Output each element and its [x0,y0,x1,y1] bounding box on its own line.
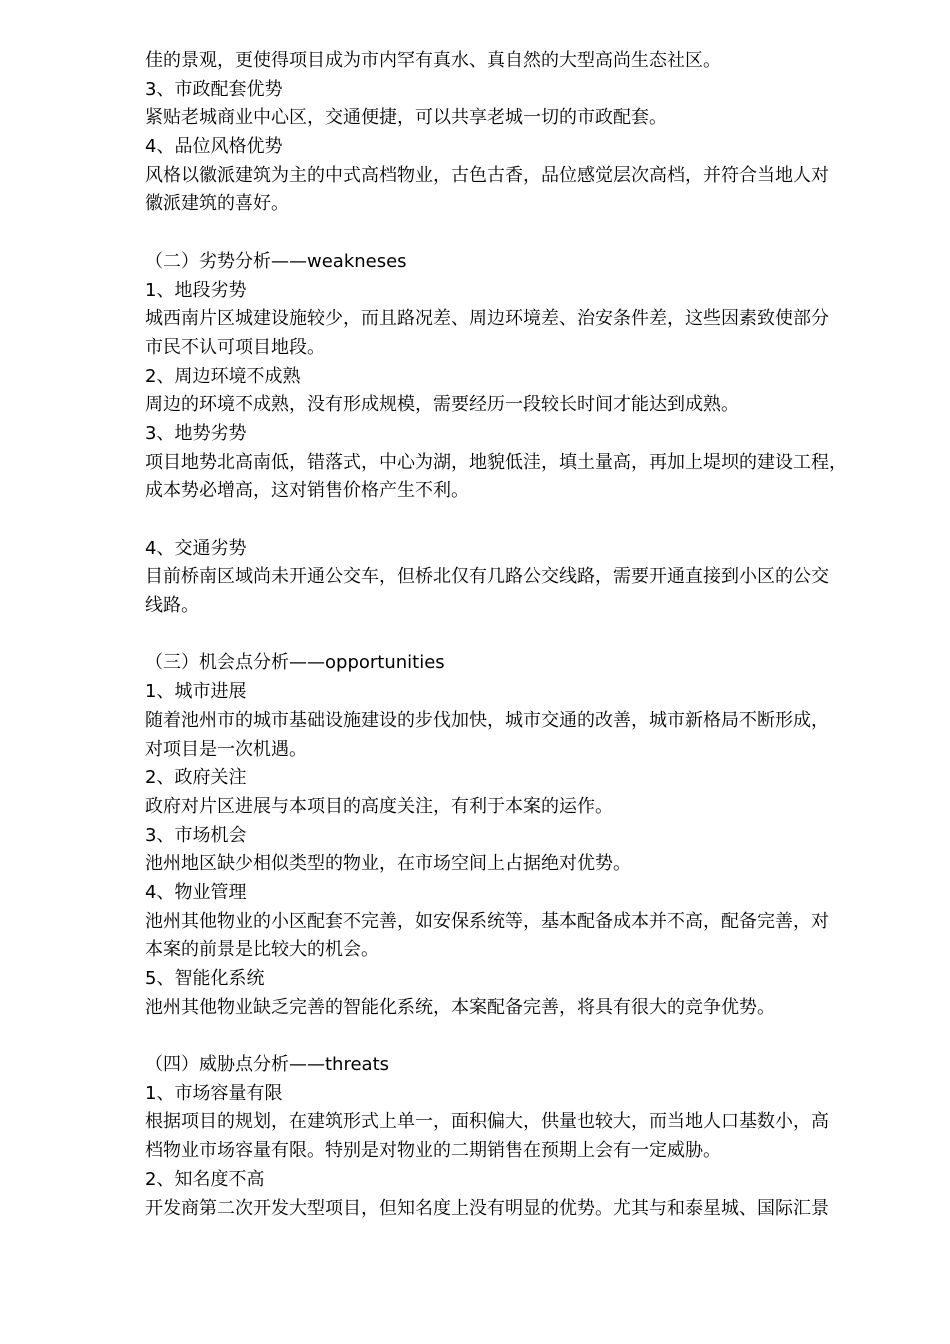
section-heading: 3、地势劣势 [145,422,247,444]
text-line: 政府对片区进展与本项目的高度关注，有利于本案的运作。 [145,795,613,817]
chapter-heading: （四）威胁点分析——threats [145,1054,390,1076]
text-line: 根据项目的规划，在建筑形式上单一，面积偏大，供量也较大，而当地人口基数小，高 [145,1111,829,1133]
blank-line [145,1022,905,1051]
chapter-heading: （二）劣势分析——weakneses [145,250,407,272]
text-line: 本案的前景是比较大的机会。 [145,939,379,961]
text-line: 线路。 [145,595,199,617]
section-heading: 1、市场容量有限 [145,1082,283,1104]
section-heading: 3、市场机会 [145,824,247,846]
section-heading: 4、品位风格优势 [145,136,283,158]
text-line: 池州地区缺少相似类型的物业，在市场空间上占据绝对优势。 [145,853,631,875]
text-line: 项目地势北高南低，错落式，中心为湖，地貌低洼，填土量高，再加上堤坝的建设工程， [145,451,847,473]
section-heading: 2、知名度不高 [145,1168,265,1190]
blank-line [145,506,905,535]
chapter-heading: （三）机会点分析——opportunities [145,652,445,674]
section-heading: 4、物业管理 [145,881,247,903]
text-line: 城西南片区城建设施较少，而且路况差、周边环境差、治安条件差，这些因素致使部分 [145,308,829,330]
section-heading: 2、周边环境不成熟 [145,365,301,387]
text-line: 目前桥南区域尚未开通公交车，但桥北仅有几路公交线路，需要开通直接到小区的公交 [145,566,829,588]
section-heading: 1、城市进展 [145,681,247,703]
section-heading: 2、政府关注 [145,767,247,789]
text-line: 档物业市场容量有限。特别是对物业的二期销售在预期上会有一定威胁。 [145,1140,721,1162]
text-line: 市民不认可项目地段。 [145,336,325,358]
blank-line [145,219,905,248]
document-body [145,47,905,1223]
text-line: 对项目是一次机遇。 [145,738,307,760]
section-heading: 5、智能化系统 [145,968,265,989]
text-line: 风格以徽派建筑为主的中式高档物业，古色古香，品位感觉层次高档，并符合当地人对 [145,164,829,186]
text-line: 紧贴老城商业中心区，交通便捷，可以共享老城一切的市政配套。 [145,107,667,129]
section-heading: 1、地段劣势 [145,279,247,301]
text-line: 开发商第二次开发大型项目，但知名度上没有明显的优势。尤其与和泰星城、国际汇景 [145,1197,829,1219]
text-line: 周边的环境不成熟，没有形成规模，需要经历一段较长时间才能达到成熟。 [145,394,739,416]
section-heading: 3、市政配套优势 [145,78,283,100]
text-line: 成本势必增高，这对销售价格产生不利。 [145,480,469,502]
text-line: 徽派建筑的喜好。 [145,193,289,215]
text-line: 佳的景观，更使得项目成为市内罕有真水、真自然的大型高尚生态社区。 [145,50,721,71]
blank-line [145,621,905,650]
text-line: 池州其他物业的小区配套不完善，如安保系统等，基本配备成本并不高，配备完善，对 [145,910,829,932]
text-line: 池州其他物业缺乏完善的智能化系统，本案配备完善，将具有很大的竞争优势。 [145,996,775,1018]
section-heading: 4、交通劣势 [145,537,247,559]
text-line: 随着池州市的城市基础设施建设的步伐加快，城市交通的改善，城市新格局不断形成， [145,709,829,731]
